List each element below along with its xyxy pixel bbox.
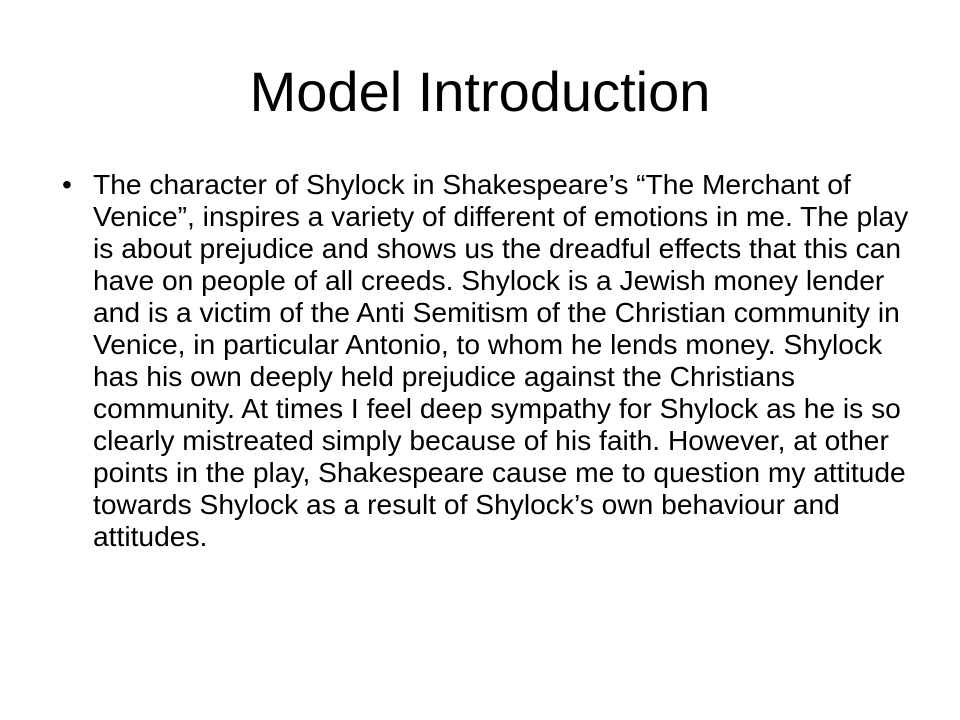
bullet-text: The character of Shylock in Shakespeare’s “The Merchant of Venice”, inspires a variety of different of emotions in me. The play is about prejudice and shows us the dreadful effects that this can have on people of all creeds. Shylock is a Jewish money lender and is a victim of the Anti Semitism of the Christian community in Venice, in particular Antonio, to whom he lends money. Shylock has his own deeply held prejudice against the Christians community. At times I feel deep sympathy for Shylock as he is so clearly mistreated simply because of his faith. However, at other points in the play, Shakespeare cause me to question my attitude towards Shylock as a result of Shylock’s own behaviour and attitudes. (93, 168, 909, 552)
bullet-icon: • (62, 168, 72, 200)
bullet-item (62, 168, 922, 552)
bullet-list (62, 168, 922, 552)
slide-title: Model Introduction (249, 60, 711, 123)
